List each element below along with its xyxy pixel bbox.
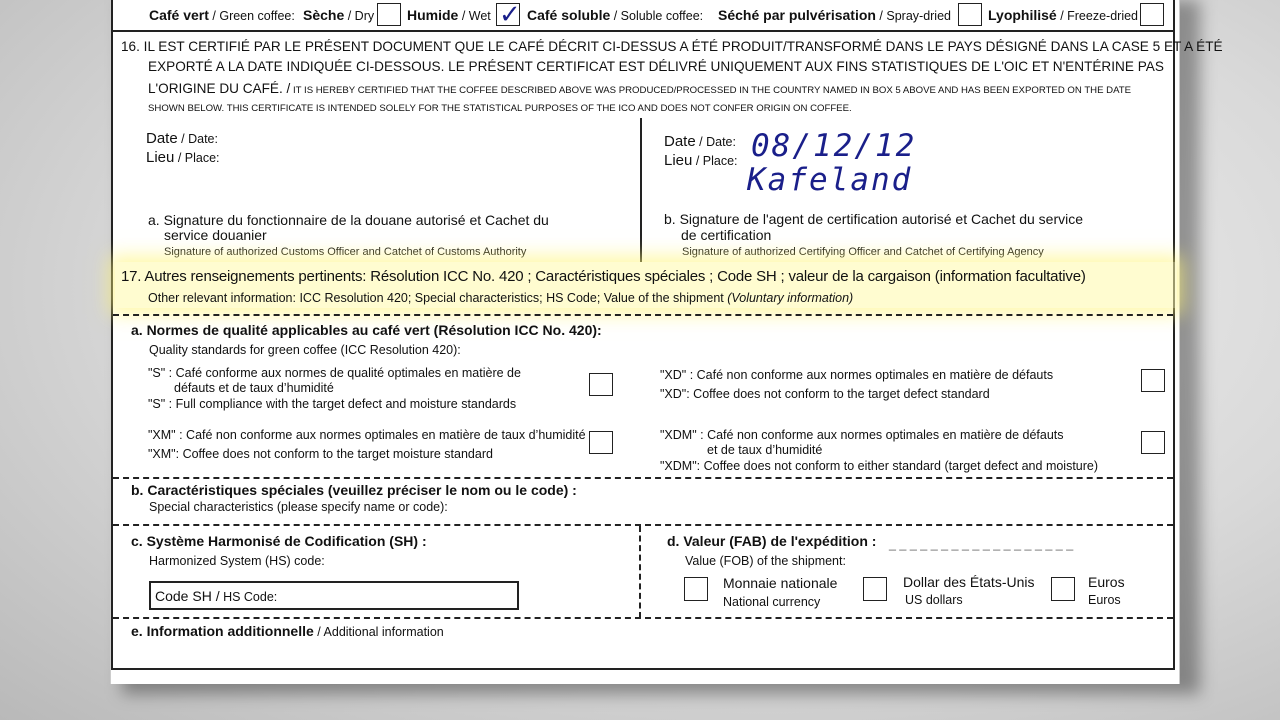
dashed-divider — [113, 617, 1173, 619]
left-sig-fr1: a. Signature du fonctionnaire de la douane autorisé et Cachet du — [148, 212, 549, 228]
left-place-en: / Place: — [174, 151, 220, 165]
soluble-en: / Soluble coffee: — [610, 9, 704, 23]
handwritten-place: Kafeland — [747, 162, 913, 198]
right-date-fr: Date — [664, 133, 696, 150]
handwritten-date: 08/12/12 — [751, 128, 917, 164]
xm-checkbox[interactable] — [589, 431, 613, 454]
spray-dried-label: Séché par pulvérisation — [718, 7, 876, 23]
section16-en-line1: IT IS HEREBY CERTIFIED THAT THE COFFEE DESCRIBED ABOVE WAS PRODUCED/PROCESSED IN THE COUNTRY NAMED IN BOX 5 ABOVE AND HAS BEEN EXPORTED ON THE DATE — [290, 85, 1132, 96]
section16-fr-end: L'ORIGINE DU CAFÉ. / — [148, 81, 291, 96]
xdm-fr-1: "XDM" : Café non conforme aux normes optimales en matière de défauts — [660, 428, 1064, 442]
top-row — [149, 7, 295, 23]
left-date-en: / Date: — [177, 132, 218, 146]
left-place-label — [146, 149, 220, 166]
dashed-divider — [113, 524, 1173, 526]
right-sig-fr2: de certification — [681, 227, 772, 243]
xdm-en: "XDM": Coffee does not conform to either standard (target defect and moisture) — [660, 459, 1099, 473]
dry-label: Sèche — [303, 7, 345, 23]
s-en: "S" : Full compliance with the target defect and moisture standards — [148, 397, 517, 411]
frame-right — [1173, 0, 1175, 670]
section-a-title: a. Normes de qualité applicables au café vert (Résolution ICC No. 420): — [131, 322, 602, 338]
wet-label: Humide — [407, 7, 459, 23]
wet-en: / Wet — [458, 9, 491, 23]
section16-line2: EXPORTÉ A LA DATE INDIQUÉE CI-DESSOUS. LE PRÉSENT CERTIFICAT EST DÉLIVRÉ UNIQUEMENT AUX FINS STATISTIQUES DE L'OIC ET N'ENTÉRINE PAS — [148, 59, 1164, 74]
section16-en-line2: SHOWN BELOW. THIS CERTIFICATE IS INTENDED SOLELY FOR THE STATISTICAL PURPOSES OF THE ICO AND DOES NOT CONFER ORIGIN ON COFFEE. — [148, 103, 852, 114]
hs-code-label — [155, 588, 277, 604]
spray-dried-en: / Spray-dried — [875, 9, 951, 23]
left-date-fr: Date — [146, 130, 178, 147]
euros-en: Euros — [1088, 593, 1121, 607]
xd-en: "XD": Coffee does not conform to the target defect standard — [660, 387, 990, 401]
xm-fr: "XM" : Café non conforme aux normes optimales en matière de taux d’humidité — [148, 428, 586, 442]
section-e-fr: e. Information additionnelle — [131, 623, 314, 639]
freeze-dried-checkbox[interactable] — [1140, 3, 1164, 26]
right-sig-en: Signature of authorized Certifying Officer and Catchet of Certifying Agency — [682, 246, 1044, 258]
left-sig-fr2: service douanier — [164, 227, 267, 243]
xdm-fr-2: et de taux d’humidité — [707, 443, 823, 457]
soluble-label: Café soluble — [527, 7, 611, 23]
freeze-dried-label: Lyophilisé — [988, 7, 1057, 23]
value-blank-line: _ _ _ _ _ _ _ _ _ _ _ _ _ _ _ _ _ _ — [889, 537, 1074, 551]
vertical-dashed-divider — [639, 526, 641, 618]
national-currency-en: National currency — [723, 595, 821, 609]
wet-checkbox[interactable] — [496, 0, 521, 29]
section-d-subtitle: Value (FOB) of the shipment: — [685, 554, 846, 568]
section-a-subtitle: Quality standards for green coffee (ICC Resolution 420): — [149, 343, 461, 357]
dry-en: / Dry — [344, 9, 375, 23]
frame-left — [111, 0, 113, 670]
xdm-checkbox[interactable] — [1141, 431, 1165, 454]
xm-en: "XM": Coffee does not conform to the target moisture standard — [148, 447, 493, 461]
right-place-label — [664, 152, 738, 169]
hs-code-en: HS Code: — [219, 590, 278, 604]
left-date-label — [146, 130, 218, 147]
section16-line3 — [148, 80, 1131, 98]
section16-line1: 16. IL EST CERTIFIÉ PAR LE PRÉSENT DOCUMENT QUE LE CAFÉ DÉCRIT CI-DESSUS A ÉTÉ PRODUIT/TRANSFORMÉ DANS LE PAYS DÉSIGNÉ DANS LA CASE 5 ET A ÉTÉ — [121, 39, 1223, 54]
wet-check-mark: ✓ — [499, 0, 521, 29]
section-c-title: c. Système Harmonisé de Codification (SH) : — [131, 533, 427, 549]
right-sig-fr1: b. Signature de l'agent de certification autorisé et Cachet du service — [664, 211, 1084, 227]
hs-code-field[interactable] — [149, 581, 519, 610]
certificate-page — [110, 0, 1223, 684]
right-date-en: / Date: — [695, 135, 736, 149]
dry-checkbox[interactable] — [377, 3, 401, 26]
left-sig-en: Signature of authorized Customs Officer and Catchet of Customs Authority — [164, 246, 527, 258]
section-b-title: b. Caractéristiques spéciales (veuillez préciser le nom ou le code) : — [131, 482, 577, 498]
s-fr-1: "S" : Café conforme aux normes de qualité optimales en matière de — [148, 366, 521, 380]
euros-fr: Euros — [1088, 574, 1125, 590]
divider-line — [111, 30, 1175, 32]
frame-bottom — [111, 668, 1175, 670]
section17-title: 17. Autres renseignements pertinents: Résolution ICC No. 420 ; Caractéristiques spéciales ; Code SH ; valeur de la cargaison (information facultative) — [121, 268, 1086, 285]
section-e-title — [131, 623, 444, 641]
us-dollars-fr: Dollar des États-Unis — [903, 574, 1035, 590]
section-b-subtitle: Special characteristics (please specify name or code): — [149, 500, 448, 514]
right-place-fr: Lieu — [664, 152, 693, 169]
section-c-subtitle: Harmonized System (HS) code: — [149, 554, 325, 568]
section17-subtitle-text: Other relevant information: ICC Resolution 420; Special characteristics; HS Code; Value of the shipment — [148, 291, 728, 305]
section-e-en: / Additional information — [313, 625, 444, 639]
dashed-divider — [113, 477, 1173, 479]
s-fr-2: défauts et de taux d’humidité — [174, 381, 334, 395]
national-currency-fr: Monnaie nationale — [723, 575, 838, 591]
spray-dried-checkbox[interactable] — [958, 3, 982, 26]
green-coffee-label: Café vert — [149, 7, 209, 23]
right-date-label — [664, 133, 736, 150]
section-d-title: d. Valeur (FAB) de l'expédition : — [667, 533, 877, 549]
national-currency-checkbox[interactable] — [684, 577, 708, 601]
left-place-fr: Lieu — [146, 149, 175, 166]
right-place-en: / Place: — [692, 154, 738, 168]
xd-fr: "XD" : Café non conforme aux normes optimales en matière de défauts — [660, 368, 1054, 382]
section17-voluntary: (Voluntary information) — [727, 291, 854, 305]
us-dollars-checkbox[interactable] — [863, 577, 887, 601]
section17-subtitle — [148, 291, 853, 305]
hs-code-fr: Code SH / — [155, 588, 220, 604]
xd-checkbox[interactable] — [1141, 369, 1165, 392]
freeze-dried-en: / Freeze-dried — [1056, 9, 1138, 23]
section16-vertical-divider — [640, 118, 642, 262]
dashed-divider — [113, 314, 1173, 316]
s-checkbox[interactable] — [589, 373, 613, 396]
green-coffee-en: / Green coffee: — [208, 9, 295, 23]
us-dollars-en: US dollars — [905, 593, 963, 607]
euros-checkbox[interactable] — [1051, 577, 1075, 601]
